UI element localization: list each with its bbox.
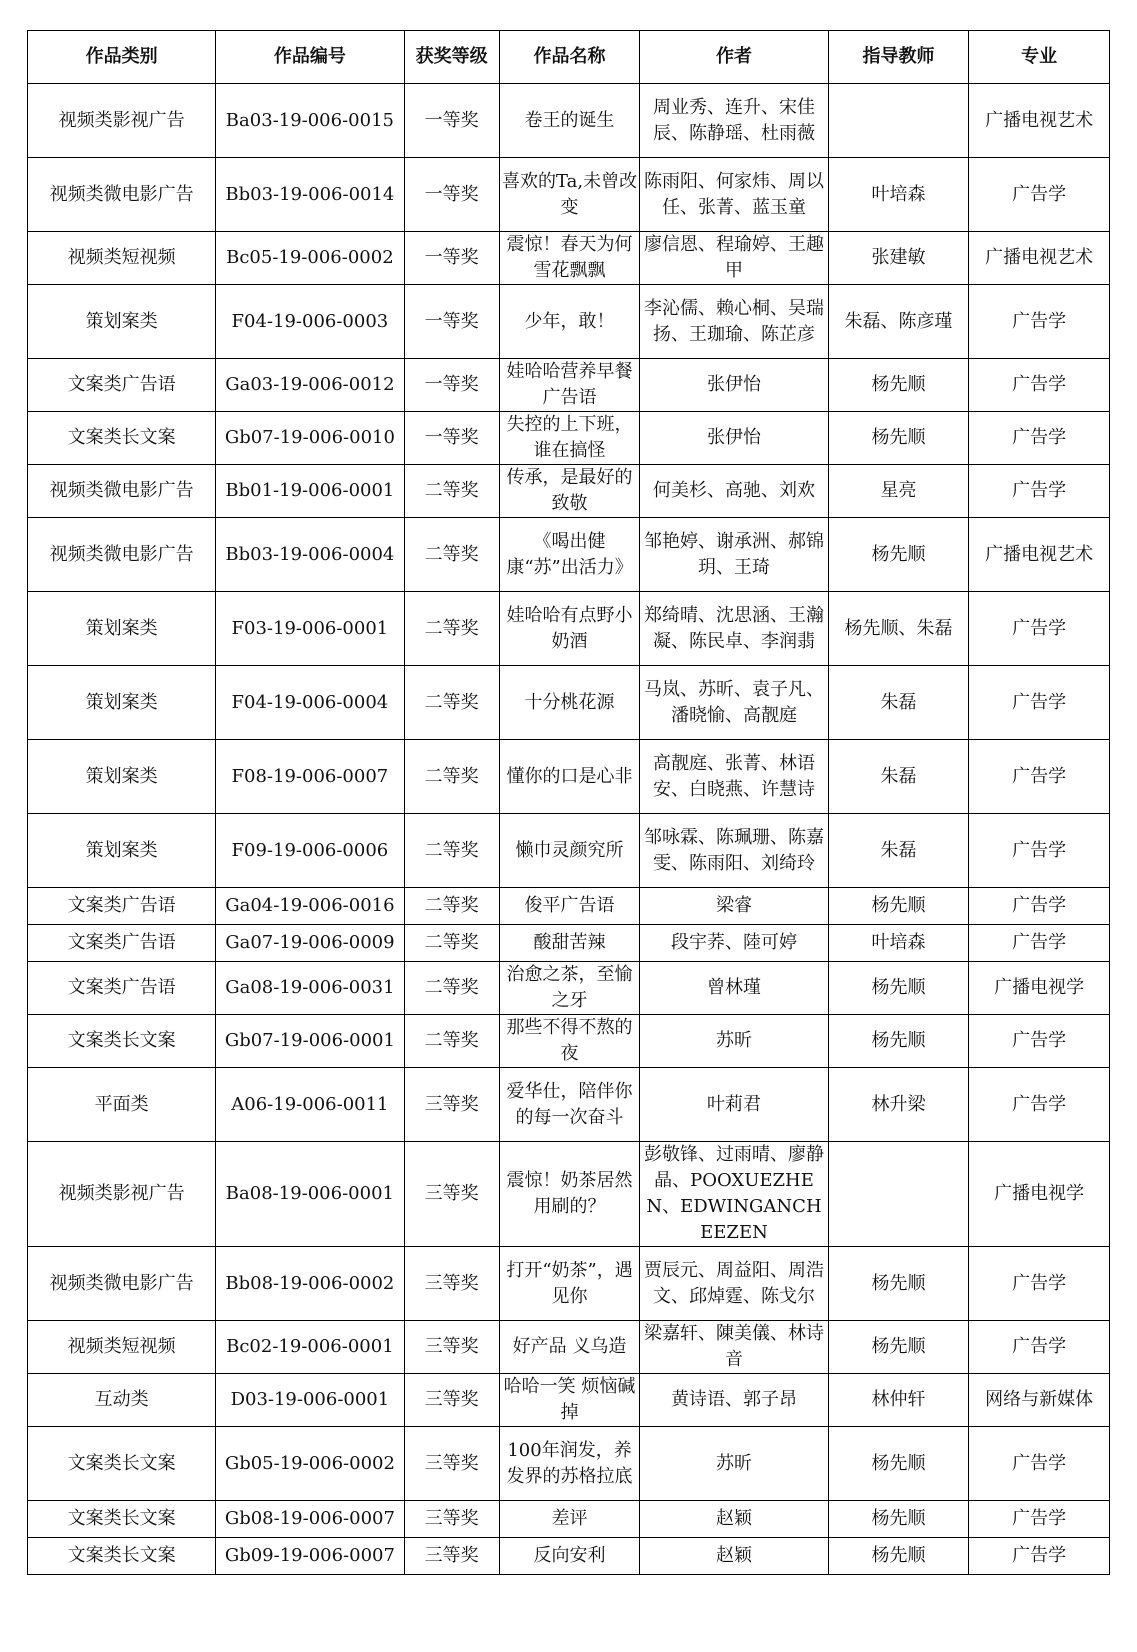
authors-cell: 马岚、苏昕、袁子凡、潘晓愉、高靓庭 — [640, 666, 828, 740]
category-cell: 视频类微电影广告 — [28, 518, 216, 592]
code-cell: Bc05-19-006-0002 — [216, 232, 404, 285]
advisor-cell: 星亮 — [828, 465, 969, 518]
work-title-cell: 打开“奶茶”，遇见你 — [499, 1247, 640, 1321]
advisor-cell: 林升梁 — [828, 1068, 969, 1142]
code-cell: Bb03-19-006-0014 — [216, 158, 404, 232]
award-level-cell: 二等奖 — [404, 740, 499, 814]
code-cell: Bc02-19-006-0001 — [216, 1321, 404, 1374]
table-row — [28, 1501, 1110, 1538]
authors-cell: 彭敬锋、过雨晴、廖静晶、POOXUEZHEN、EDWINGANCHEEZEN — [640, 1142, 828, 1247]
header-authors: 作者 — [640, 31, 828, 84]
code-cell: F03-19-006-0001 — [216, 592, 404, 666]
table-row — [28, 285, 1110, 359]
major-cell: 广告学 — [969, 412, 1110, 465]
authors-cell: 何美杉、高驰、刘欢 — [640, 465, 828, 518]
award-level-cell: 二等奖 — [404, 592, 499, 666]
award-level-cell: 一等奖 — [404, 285, 499, 359]
code-cell: Gb07-19-006-0001 — [216, 1015, 404, 1068]
table-row — [28, 592, 1110, 666]
advisor-cell: 杨先顺 — [828, 1247, 969, 1321]
advisor-cell: 朱磊、陈彦瑾 — [828, 285, 969, 359]
major-cell: 广告学 — [969, 359, 1110, 412]
work-title-cell: 差评 — [499, 1501, 640, 1538]
work-title-cell: 少年，敢！ — [499, 285, 640, 359]
table-row — [28, 359, 1110, 412]
table-row — [28, 232, 1110, 285]
category-cell: 视频类微电影广告 — [28, 465, 216, 518]
work-title-cell: 那些不得不熬的夜 — [499, 1015, 640, 1068]
code-cell: D03-19-006-0001 — [216, 1374, 404, 1427]
authors-cell: 邹咏霖、陈珮珊、陈嘉雯、陈雨阳、刘绮玲 — [640, 814, 828, 888]
work-title-cell: 娃哈哈有点野小奶酒 — [499, 592, 640, 666]
advisor-cell: 叶培森 — [828, 925, 969, 962]
award-level-cell: 一等奖 — [404, 84, 499, 158]
table-row — [28, 1427, 1110, 1501]
major-cell: 广告学 — [969, 1015, 1110, 1068]
major-cell: 广告学 — [969, 888, 1110, 925]
work-title-cell: 懂你的口是心非 — [499, 740, 640, 814]
award-level-cell: 二等奖 — [404, 925, 499, 962]
advisor-cell: 杨先顺 — [828, 888, 969, 925]
award-level-cell: 三等奖 — [404, 1538, 499, 1575]
major-cell: 广告学 — [969, 1247, 1110, 1321]
category-cell: 文案类长文案 — [28, 1015, 216, 1068]
authors-cell: 陈雨阳、何家炜、周以任、张菁、蓝玉童 — [640, 158, 828, 232]
award-level-cell: 二等奖 — [404, 962, 499, 1015]
work-title-cell: 震惊！春天为何雪花飘飘 — [499, 232, 640, 285]
category-cell: 文案类广告语 — [28, 888, 216, 925]
code-cell: F04-19-006-0004 — [216, 666, 404, 740]
header-code: 作品编号 — [216, 31, 404, 84]
category-cell: 平面类 — [28, 1068, 216, 1142]
award-level-cell: 二等奖 — [404, 465, 499, 518]
award-level-cell: 三等奖 — [404, 1321, 499, 1374]
work-title-cell: 懒巾灵颜究所 — [499, 814, 640, 888]
table-row — [28, 1321, 1110, 1374]
award-level-cell: 三等奖 — [404, 1427, 499, 1501]
work-title-cell: 酸甜苦辣 — [499, 925, 640, 962]
code-cell: Bb08-19-006-0002 — [216, 1247, 404, 1321]
advisor-cell: 杨先顺 — [828, 1501, 969, 1538]
major-cell: 广告学 — [969, 1501, 1110, 1538]
authors-cell: 梁嘉轩、陳美儀、林诗音 — [640, 1321, 828, 1374]
category-cell: 策划案类 — [28, 740, 216, 814]
award-level-cell: 三等奖 — [404, 1142, 499, 1247]
major-cell: 广播电视学 — [969, 962, 1110, 1015]
work-title-cell: 反向安利 — [499, 1538, 640, 1575]
header-category: 作品类别 — [28, 31, 216, 84]
category-cell: 文案类广告语 — [28, 359, 216, 412]
authors-cell: 周业秀、连升、宋佳辰、陈静瑶、杜雨薇 — [640, 84, 828, 158]
major-cell: 广播电视艺术 — [969, 518, 1110, 592]
advisor-cell: 杨先顺 — [828, 1015, 969, 1068]
advisor-cell: 杨先顺 — [828, 518, 969, 592]
category-cell: 文案类长文案 — [28, 1427, 216, 1501]
major-cell: 广告学 — [969, 1321, 1110, 1374]
table-row — [28, 666, 1110, 740]
code-cell: F08-19-006-0007 — [216, 740, 404, 814]
table-row — [28, 1068, 1110, 1142]
advisor-cell: 叶培森 — [828, 158, 969, 232]
authors-cell: 曾林瑾 — [640, 962, 828, 1015]
award-level-cell: 三等奖 — [404, 1374, 499, 1427]
header-row — [28, 31, 1110, 84]
award-level-cell: 二等奖 — [404, 666, 499, 740]
award-level-cell: 一等奖 — [404, 412, 499, 465]
award-level-cell: 三等奖 — [404, 1247, 499, 1321]
authors-cell: 赵颖 — [640, 1538, 828, 1575]
major-cell: 广告学 — [969, 814, 1110, 888]
code-cell: Gb08-19-006-0007 — [216, 1501, 404, 1538]
advisor-cell: 朱磊 — [828, 814, 969, 888]
award-level-cell: 一等奖 — [404, 359, 499, 412]
advisor-cell: 林仲轩 — [828, 1374, 969, 1427]
advisor-cell: 杨先顺、朱磊 — [828, 592, 969, 666]
table-row — [28, 518, 1110, 592]
work-title-cell: 震惊！奶茶居然用刷的？ — [499, 1142, 640, 1247]
code-cell: Bb03-19-006-0004 — [216, 518, 404, 592]
category-cell: 视频类影视广告 — [28, 84, 216, 158]
authors-cell: 梁睿 — [640, 888, 828, 925]
table-row — [28, 1247, 1110, 1321]
category-cell: 文案类长文案 — [28, 412, 216, 465]
advisor-cell: 杨先顺 — [828, 359, 969, 412]
award-level-cell: 三等奖 — [404, 1068, 499, 1142]
code-cell: Gb05-19-006-0002 — [216, 1427, 404, 1501]
authors-cell: 贾辰元、周益阳、周浩文、邱焯霆、陈戈尔 — [640, 1247, 828, 1321]
code-cell: Ba03-19-006-0015 — [216, 84, 404, 158]
category-cell: 视频类短视频 — [28, 232, 216, 285]
category-cell: 文案类广告语 — [28, 962, 216, 1015]
work-title-cell: 100年润发，养发界的苏格拉底 — [499, 1427, 640, 1501]
authors-cell: 苏昕 — [640, 1427, 828, 1501]
header-advisor: 指导教师 — [828, 31, 969, 84]
major-cell: 广告学 — [969, 1538, 1110, 1575]
advisor-cell: 杨先顺 — [828, 962, 969, 1015]
authors-cell: 黄诗语、郭子昂 — [640, 1374, 828, 1427]
code-cell: A06-19-006-0011 — [216, 1068, 404, 1142]
work-title-cell: 好产品 义乌造 — [499, 1321, 640, 1374]
category-cell: 策划案类 — [28, 666, 216, 740]
code-cell: F09-19-006-0006 — [216, 814, 404, 888]
header-work-title: 作品名称 — [499, 31, 640, 84]
major-cell: 广播电视艺术 — [969, 84, 1110, 158]
code-cell: Ga08-19-006-0031 — [216, 962, 404, 1015]
advisor-cell: 杨先顺 — [828, 1538, 969, 1575]
work-title-cell: 治愈之茶，至愉之牙 — [499, 962, 640, 1015]
table-row — [28, 962, 1110, 1015]
table-row — [28, 888, 1110, 925]
code-cell: Ga03-19-006-0012 — [216, 359, 404, 412]
award-level-cell: 一等奖 — [404, 158, 499, 232]
major-cell: 广告学 — [969, 285, 1110, 359]
category-cell: 视频类影视广告 — [28, 1142, 216, 1247]
major-cell: 广告学 — [969, 1068, 1110, 1142]
work-title-cell: 卷王的诞生 — [499, 84, 640, 158]
code-cell: Bb01-19-006-0001 — [216, 465, 404, 518]
code-cell: Ga04-19-006-0016 — [216, 888, 404, 925]
authors-cell: 郑绮晴、沈思涵、王瀚凝、陈民卓、李润翡 — [640, 592, 828, 666]
authors-cell: 段宇荞、陸可婷 — [640, 925, 828, 962]
work-title-cell: 哈哈一笑 烦恼碱掉 — [499, 1374, 640, 1427]
major-cell: 广播电视艺术 — [969, 232, 1110, 285]
award-level-cell: 二等奖 — [404, 888, 499, 925]
major-cell: 广告学 — [969, 740, 1110, 814]
table-row — [28, 158, 1110, 232]
category-cell: 互动类 — [28, 1374, 216, 1427]
advisor-cell: 张建敏 — [828, 232, 969, 285]
table-row — [28, 740, 1110, 814]
table-row — [28, 1142, 1110, 1247]
work-title-cell: 传承，是最好的致敬 — [499, 465, 640, 518]
table-row — [28, 465, 1110, 518]
advisor-cell — [828, 84, 969, 158]
award-level-cell: 一等奖 — [404, 232, 499, 285]
major-cell: 广告学 — [969, 925, 1110, 962]
code-cell: Gb09-19-006-0007 — [216, 1538, 404, 1575]
table-row — [28, 1374, 1110, 1427]
authors-cell: 苏昕 — [640, 1015, 828, 1068]
table-row — [28, 1015, 1110, 1068]
award-level-cell: 二等奖 — [404, 518, 499, 592]
authors-cell: 叶莉君 — [640, 1068, 828, 1142]
work-title-cell: 十分桃花源 — [499, 666, 640, 740]
category-cell: 文案类长文案 — [28, 1538, 216, 1575]
category-cell: 文案类长文案 — [28, 1501, 216, 1538]
category-cell: 视频类微电影广告 — [28, 158, 216, 232]
award-level-cell: 二等奖 — [404, 1015, 499, 1068]
advisor-cell: 杨先顺 — [828, 1321, 969, 1374]
category-cell: 策划案类 — [28, 814, 216, 888]
major-cell: 广告学 — [969, 666, 1110, 740]
work-title-cell: 喜欢的Ta,未曾改变 — [499, 158, 640, 232]
authors-cell: 高靓庭、张菁、林语安、白晓燕、许慧诗 — [640, 740, 828, 814]
category-cell: 策划案类 — [28, 592, 216, 666]
authors-cell: 张伊怡 — [640, 412, 828, 465]
authors-cell: 张伊怡 — [640, 359, 828, 412]
major-cell: 广告学 — [969, 592, 1110, 666]
authors-cell: 邹艳婷、谢承洲、郝锦玥、王琦 — [640, 518, 828, 592]
header-award-level: 获奖等级 — [404, 31, 499, 84]
table-row — [28, 925, 1110, 962]
authors-cell: 李沁儒、赖心桐、吴瑞扬、王珈瑜、陈芷彦 — [640, 285, 828, 359]
major-cell: 网络与新媒体 — [969, 1374, 1110, 1427]
work-title-cell: 娃哈哈营养早餐广告语 — [499, 359, 640, 412]
authors-cell: 赵颖 — [640, 1501, 828, 1538]
advisor-cell: 朱磊 — [828, 740, 969, 814]
code-cell: Ga07-19-006-0009 — [216, 925, 404, 962]
category-cell: 视频类短视频 — [28, 1321, 216, 1374]
category-cell: 策划案类 — [28, 285, 216, 359]
major-cell: 广播电视学 — [969, 1142, 1110, 1247]
work-title-cell: 《喝出健康“苏”出活力》 — [499, 518, 640, 592]
work-title-cell: 失控的上下班，谁在搞怪 — [499, 412, 640, 465]
table-row — [28, 1538, 1110, 1575]
awards-table — [27, 30, 1110, 1575]
advisor-cell — [828, 1142, 969, 1247]
table-row — [28, 412, 1110, 465]
table-row — [28, 814, 1110, 888]
table-row — [28, 84, 1110, 158]
work-title-cell: 俊平广告语 — [499, 888, 640, 925]
work-title-cell: 爱华仕，陪伴你的每一次奋斗 — [499, 1068, 640, 1142]
major-cell: 广告学 — [969, 465, 1110, 518]
code-cell: Ba08-19-006-0001 — [216, 1142, 404, 1247]
code-cell: Gb07-19-006-0010 — [216, 412, 404, 465]
category-cell: 文案类广告语 — [28, 925, 216, 962]
major-cell: 广告学 — [969, 1427, 1110, 1501]
advisor-cell: 杨先顺 — [828, 412, 969, 465]
authors-cell: 廖信恩、程瑜婷、王趣甲 — [640, 232, 828, 285]
header-major: 专业 — [969, 31, 1110, 84]
code-cell: F04-19-006-0003 — [216, 285, 404, 359]
category-cell: 视频类微电影广告 — [28, 1247, 216, 1321]
award-level-cell: 二等奖 — [404, 814, 499, 888]
advisor-cell: 杨先顺 — [828, 1427, 969, 1501]
advisor-cell: 朱磊 — [828, 666, 969, 740]
award-level-cell: 三等奖 — [404, 1501, 499, 1538]
major-cell: 广告学 — [969, 158, 1110, 232]
